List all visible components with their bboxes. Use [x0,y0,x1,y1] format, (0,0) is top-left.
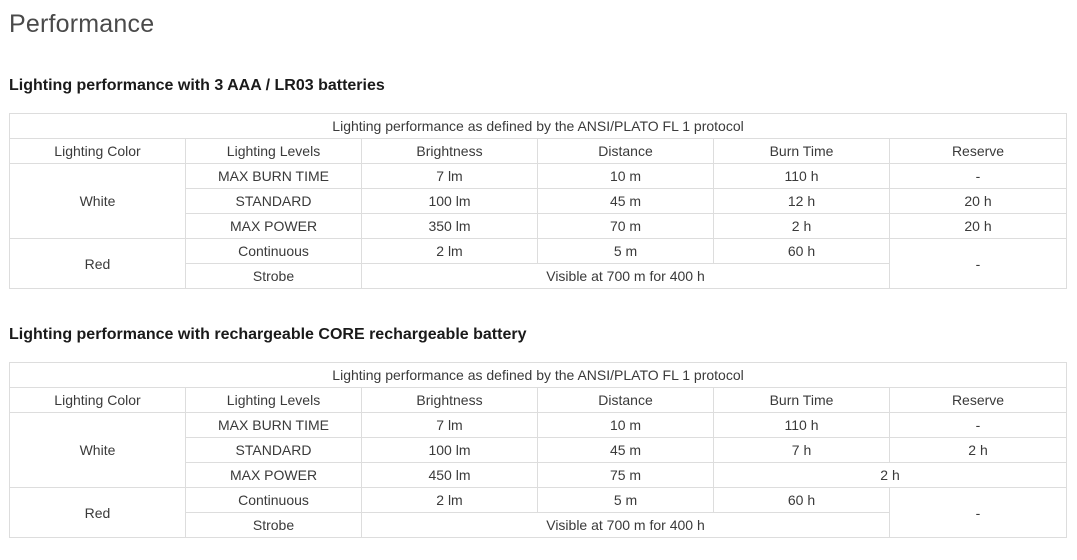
brightness-cell: 7 lm [362,164,538,189]
color-cell-white: White [10,413,186,488]
burn-time-cell: 7 h [714,438,890,463]
distance-cell: 10 m [538,164,714,189]
distance-cell: 5 m [538,239,714,264]
reserve-cell-red: - [890,488,1067,538]
burn-time-reserve-cell: 2 h [714,463,1067,488]
brightness-cell: 2 lm [362,239,538,264]
burn-time-cell: 12 h [714,189,890,214]
color-cell-white: White [10,164,186,239]
brightness-cell: 7 lm [362,413,538,438]
header-brightness: Brightness [362,139,538,164]
section-title-core-battery: Lighting performance with rechargeable CORE rechargeable battery [9,326,527,343]
level-cell: Strobe [186,513,362,538]
level-cell: STANDARD [186,438,362,463]
distance-cell: 75 m [538,463,714,488]
brightness-cell: 100 lm [362,438,538,463]
reserve-cell-red: - [890,239,1067,289]
table-row-protocol [10,363,1067,388]
header-burn-time: Burn Time [714,388,890,413]
level-cell: Continuous [186,239,362,264]
protocol-caption: Lighting performance as defined by the ANSI/PLATO FL 1 protocol [10,114,1067,139]
header-distance: Distance [538,388,714,413]
level-cell: STANDARD [186,189,362,214]
level-cell: MAX BURN TIME [186,164,362,189]
burn-time-cell: 60 h [714,488,890,513]
strobe-visibility-cell: Visible at 700 m for 400 h [362,264,890,289]
burn-time-cell: 60 h [714,239,890,264]
table-row [10,239,1067,264]
color-cell-red: Red [10,488,186,538]
header-distance: Distance [538,139,714,164]
table-row [10,413,1067,438]
burn-time-cell: 110 h [714,164,890,189]
level-cell: MAX BURN TIME [186,413,362,438]
brightness-cell: 450 lm [362,463,538,488]
table-row-protocol [10,114,1067,139]
reserve-cell: - [890,164,1067,189]
distance-cell: 45 m [538,438,714,463]
header-lighting-color: Lighting Color [10,139,186,164]
level-cell: MAX POWER [186,214,362,239]
table-header-row [10,139,1067,164]
performance-table-aaa [9,113,1067,289]
reserve-cell: 20 h [890,214,1067,239]
reserve-cell: 2 h [890,438,1067,463]
distance-cell: 45 m [538,189,714,214]
burn-time-cell: 2 h [714,214,890,239]
brightness-cell: 100 lm [362,189,538,214]
section-title-aaa-batteries: Lighting performance with 3 AAA / LR03 batteries [9,77,385,94]
header-reserve: Reserve [890,388,1067,413]
table-header-row [10,388,1067,413]
distance-cell: 10 m [538,413,714,438]
brightness-cell: 350 lm [362,214,538,239]
brightness-cell: 2 lm [362,488,538,513]
distance-cell: 5 m [538,488,714,513]
protocol-caption: Lighting performance as defined by the ANSI/PLATO FL 1 protocol [10,363,1067,388]
level-cell: MAX POWER [186,463,362,488]
header-lighting-levels: Lighting Levels [186,388,362,413]
burn-time-cell: 110 h [714,413,890,438]
table-row [10,488,1067,513]
color-cell-red: Red [10,239,186,289]
strobe-visibility-cell: Visible at 700 m for 400 h [362,513,890,538]
header-brightness: Brightness [362,388,538,413]
header-reserve: Reserve [890,139,1067,164]
page-title: Performance [9,10,155,38]
reserve-cell: 20 h [890,189,1067,214]
header-lighting-color: Lighting Color [10,388,186,413]
table-row [10,164,1067,189]
header-lighting-levels: Lighting Levels [186,139,362,164]
header-burn-time: Burn Time [714,139,890,164]
performance-table-core [9,362,1067,538]
level-cell: Strobe [186,264,362,289]
reserve-cell: - [890,413,1067,438]
level-cell: Continuous [186,488,362,513]
distance-cell: 70 m [538,214,714,239]
